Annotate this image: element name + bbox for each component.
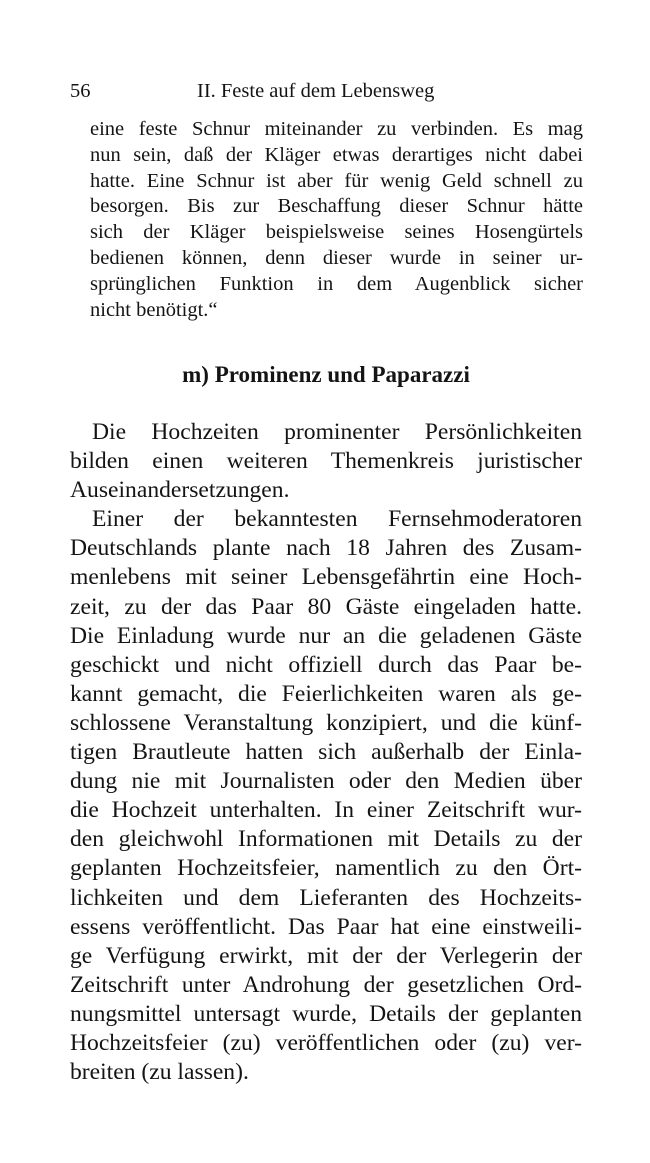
text-line: schlossene Veranstaltung konzipiert, und die künf- [70, 709, 582, 736]
paragraph-2 [70, 505, 582, 1087]
quote-line: hatte. Eine Schnur ist aber für wenig Geld schnell zu [90, 169, 583, 192]
quote-line: nun sein, daß der Kläger etwas derartiges nicht dabei [90, 143, 583, 166]
text-line: den gleichwohl Informationen mit Details zu der [70, 826, 582, 853]
body-text [70, 418, 582, 1087]
text-line: nungsmittel untersagt wurde, Details der geplanten [70, 1000, 582, 1027]
text-line: breiten (zu lassen). [70, 1059, 249, 1086]
text-line: Hochzeitsfeier (zu) veröffentlichen oder (zu) ver- [70, 1029, 582, 1056]
text-line: dung nie mit Journalisten oder den Medien über [70, 768, 582, 795]
text-line: ge Verfügung erwirkt, mit der der Verlegerin der [70, 942, 582, 969]
text-line: Zeitschrift unter Androhung der gesetzlichen Ord- [70, 971, 582, 998]
text-line: Die Hochzeiten prominenter Persönlichkeiten [92, 419, 582, 445]
text-line: kannt gemacht, die Feierlichkeiten waren als ge- [70, 680, 582, 707]
block-quote [90, 117, 583, 323]
quote-line: eine feste Schnur miteinander zu verbinden. Es mag [90, 118, 583, 140]
text-line: tigen Brautleute hatten sich außerhalb der Einla- [70, 739, 582, 766]
text-line: Die Einladung wurde nur an die geladenen Gäste [70, 622, 582, 649]
text-line: Auseinandersetzungen. [70, 477, 290, 504]
quote-line: sich der Kläger beispielsweise seines Hosengürtels [90, 221, 583, 244]
text-line: lichkeiten und dem Lieferanten des Hochzeits- [70, 884, 582, 911]
text-line: geschickt und nicht offiziell durch das Paar be- [70, 651, 582, 678]
quote-line: nicht benötigt.“ [90, 298, 218, 321]
text-line: Deutschlands plante nach 18 Jahren des Zusam- [70, 535, 582, 562]
paragraph-1 [70, 418, 582, 505]
page-header [70, 76, 582, 106]
text-line: zeit, zu der das Paar 80 Gäste eingeladen hatte. [70, 593, 582, 620]
running-head: II. Feste auf dem Lebensweg [197, 80, 435, 102]
text-line: die Hochzeit unterhalten. In einer Zeitschrift wur- [70, 797, 582, 824]
text-line: Einer der bekanntesten Fernsehmoderatoren [92, 506, 582, 533]
section-heading: m) Prominenz und Paparazzi [182, 362, 470, 387]
quote-line: sprünglichen Funktion in dem Augenblick sicher [90, 272, 583, 295]
text-line: geplanten Hochzeitsfeier, namentlich zu den Ört- [70, 855, 582, 882]
text-line: menlebens mit seiner Lebensgefährtin eine Hoch- [70, 564, 582, 591]
text-line: bilden einen weiteren Themenkreis juristischer [70, 448, 582, 475]
page-number: 56 [70, 80, 91, 102]
quote-line: bedienen können, denn dieser wurde in seiner ur- [90, 246, 583, 269]
text-line: essens veröffentlicht. Das Paar hat eine einstweili- [70, 913, 582, 940]
quote-line: besorgen. Bis zur Beschaffung dieser Schnur hätte [90, 195, 583, 218]
